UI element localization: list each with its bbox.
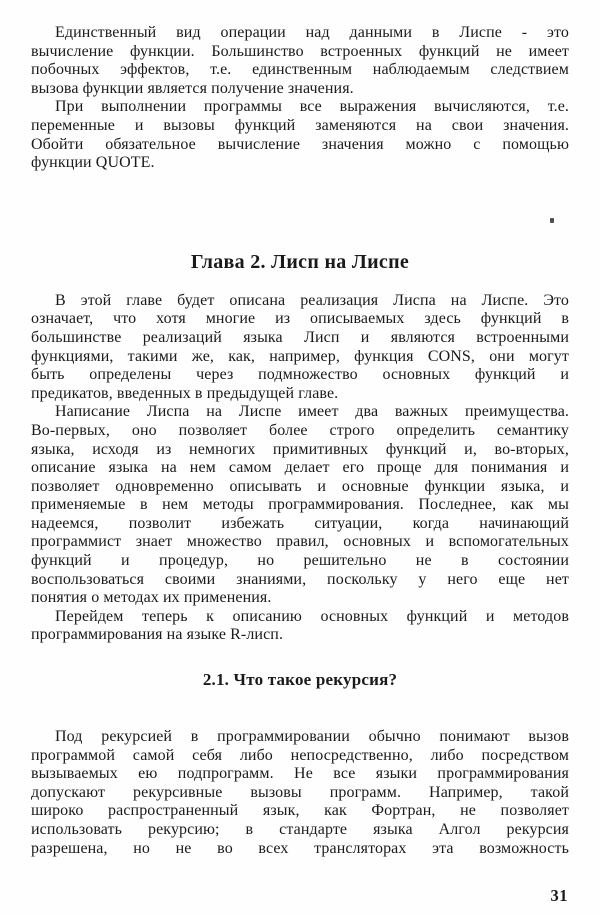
paragraph-recursion-definition: Под рекурсией в программировании обычно понимают вызов программой самой себя либо непосредственно, либо посредством вызываемых ею подпрограмм. Не все языки программирования допускают рекурсивные вызовы программ. Например, такой широко распространенный язык, как Фортран, не позволяет использовать рекурсию; в стандарте языка Алгол рекурсия разрешена, но не во всех трансляторах эта возможность — [31, 728, 569, 857]
scan-artifact-speck — [550, 218, 554, 223]
paragraph-operations-on-data: Единственный вид операции над данными в Лиспе - это вычисление функции. Большинство встроенных функций не имеет побочных эффектов, т.е. единственным наблюдаемым следствием вызова функции является получение значения. — [31, 24, 569, 97]
paragraph-advantages: Написание Лиспа на Лиспе имеет два важных преимущества. Во-первых, оно позволяет более строго определить семантику языка, исходя из немногих примитивных функций и, во-вторых, описание языка на нем самом делает его проще для понимания и позволяет одновременно описывать и основные функции языка, и применяемые в нем методы программирования. Последнее, как мы надеемся, позволит избежать ситуации, когда начинающий программист знает множество правил, основных и вспомогательных функций и процедур, но решительно не в состоянии воспользоваться своими знаниями, поскольку у него еще нет понятия о методах их применения. — [31, 403, 569, 607]
section-heading: 2.1. Что такое рекурсия? — [202, 670, 398, 690]
chapter-heading: Глава 2. Лисп на Лиспе — [190, 250, 410, 273]
page-number: 31 — [550, 886, 568, 905]
paragraph-transition: Перейдем теперь к описанию основных функций и методов программирования на языке R-лисп. — [31, 607, 569, 644]
paragraph-program-evaluation: При выполнении программы все выражения вычисляются, т.е. переменные и вызовы функций заменяются на свои значения. Обойти обязательное вычисление значения можно с помощью функции QUOTE. — [31, 98, 569, 172]
paragraph-chapter-intro: В этой главе будет описана реализация Лиспа на Лиспе. Это означает, что хотя многие из описываемых здесь функций в большинстве реализаций языка Лисп и являются встроенными функциями, такими же, как, например, функция CONS, они могут быть определены через подмножество основных функций и предикатов, введенных в предыдущей главе. — [31, 291, 569, 402]
page-text-column — [31, 24, 569, 858]
